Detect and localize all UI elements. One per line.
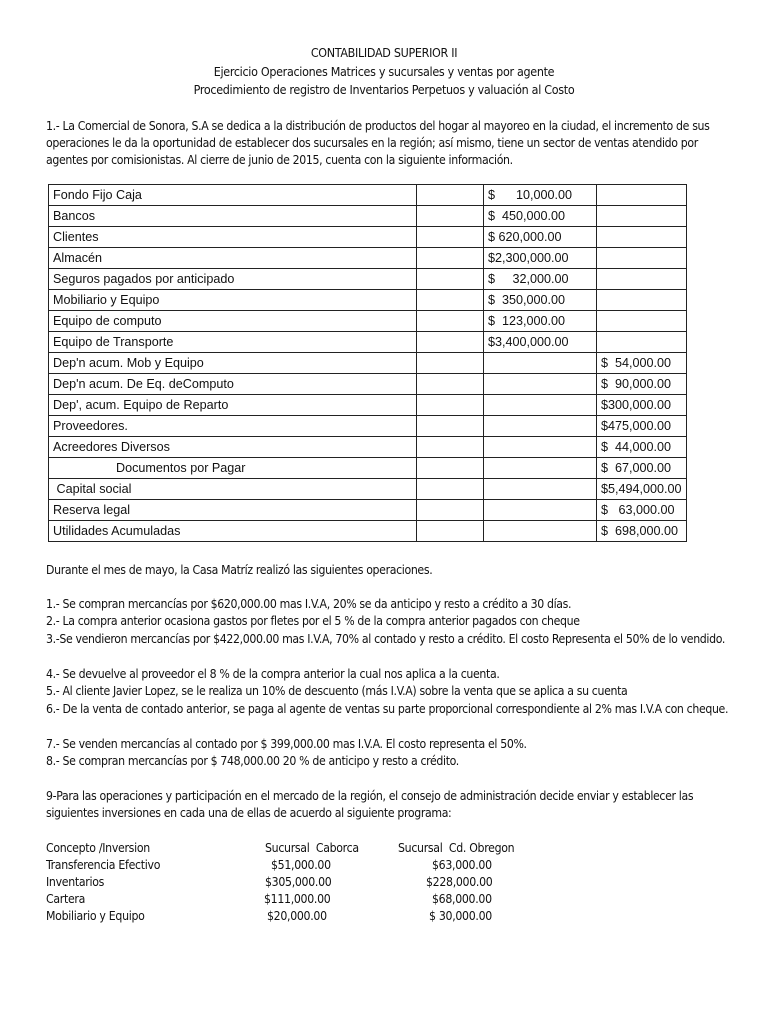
credit-value: $ 67,000.00: [597, 458, 687, 479]
table-row: [49, 521, 687, 542]
account-name: Proveedores.: [49, 416, 417, 437]
debit-value: [484, 437, 597, 458]
account-name: Fondo Fijo Caja: [49, 185, 417, 206]
caborca-value: $20,000.00: [267, 909, 327, 923]
table-row: [49, 185, 687, 206]
account-name: Bancos: [49, 206, 417, 227]
debit-value: [484, 395, 597, 416]
account-name: Equipo de computo: [49, 311, 417, 332]
table-row: [49, 206, 687, 227]
credit-value: $ 63,000.00: [597, 500, 687, 521]
operation-item: 4.- Se devuelve al proveedor el 8 % de la compra anterior la cual nos aplica a la cuenta.: [46, 667, 500, 681]
item-9-paragraph: 9-Para las operaciones y participación en el mercado de la región, el consejo de administración decide enviar y establecer las siguientes inversiones en cada una de ellas de acuerdo al siguiente programa:: [46, 789, 694, 820]
blank-cell: [417, 332, 484, 353]
operation-item: 5.- Al cliente Javier Lopez, se le realiza un 10% de descuento (más I.V.A) sobre la venta que se aplica a su cuenta: [46, 684, 628, 698]
investment-concept: Mobiliario y Equipo: [46, 909, 145, 923]
table-row: [49, 269, 687, 290]
document-subtitle-1: Ejercicio Operaciones Matrices y sucursales y ventas por agente: [213, 64, 555, 79]
debit-value: $2,300,000.00: [484, 248, 597, 269]
document-subtitle-2: Procedimiento de registro de Inventarios Perpetuos y valuación al Costo: [193, 82, 575, 97]
obregon-value: $68,000.00: [432, 892, 492, 906]
table-row: [49, 395, 687, 416]
blank-cell: [417, 479, 484, 500]
table-row: [49, 500, 687, 521]
document-title: CONTABILIDAD SUPERIOR II: [310, 45, 458, 60]
credit-value: [597, 227, 687, 248]
account-name: Capital social: [49, 479, 417, 500]
debit-value: $ 123,000.00: [484, 311, 597, 332]
credit-value: [597, 290, 687, 311]
blank-cell: [417, 395, 484, 416]
credit-value: [597, 269, 687, 290]
table-row: [49, 479, 687, 500]
credit-value: $ 698,000.00: [597, 521, 687, 542]
blank-cell: [417, 248, 484, 269]
credit-value: [597, 206, 687, 227]
obregon-value: $ 30,000.00: [429, 909, 492, 923]
credit-value: $ 44,000.00: [597, 437, 687, 458]
credit-value: $ 54,000.00: [597, 353, 687, 374]
account-name: Almacén: [49, 248, 417, 269]
table-row: [49, 332, 687, 353]
credit-value: $ 90,000.00: [597, 374, 687, 395]
operation-item: 7.- Se venden mercancías al contado por $ 399,000.00 mas I.V.A. El costo representa el 50%.: [46, 737, 527, 751]
blank-cell: [417, 269, 484, 290]
operation-item: 8.- Se compran mercancías por $ 748,000.00 20 % de anticipo y resto a crédito.: [46, 754, 459, 768]
header-concept: Concepto /Inversion: [46, 841, 150, 855]
investment-concept: Inventarios: [46, 875, 105, 889]
blank-cell: [417, 416, 484, 437]
table-row: [49, 248, 687, 269]
credit-value: [597, 332, 687, 353]
operations-intro: Durante el mes de mayo, la Casa Matríz realizó las siguientes operaciones.: [46, 563, 433, 577]
table-row: [49, 311, 687, 332]
blank-cell: [417, 437, 484, 458]
debit-value: [484, 500, 597, 521]
debit-value: [484, 416, 597, 437]
obregon-value: $63,000.00: [432, 858, 492, 872]
caborca-value: $111,000.00: [264, 892, 331, 906]
caborca-value: $51,000.00: [271, 858, 331, 872]
debit-value: $3,400,000.00: [484, 332, 597, 353]
credit-value: [597, 185, 687, 206]
table-row: [49, 416, 687, 437]
debit-value: [484, 458, 597, 479]
header-caborca: Sucursal Caborca: [265, 841, 359, 855]
credit-value: [597, 248, 687, 269]
table-row: [49, 374, 687, 395]
account-name: Reserva legal: [49, 500, 417, 521]
account-name: Seguros pagados por anticipado: [49, 269, 417, 290]
account-name: Mobiliario y Equipo: [49, 290, 417, 311]
table-row: [49, 290, 687, 311]
table-row: [49, 227, 687, 248]
debit-value: [484, 521, 597, 542]
debit-value: $ 450,000.00: [484, 206, 597, 227]
blank-cell: [417, 311, 484, 332]
caborca-value: $305,000.00: [265, 875, 332, 889]
header-obregon: Sucursal Cd. Obregon: [398, 841, 515, 855]
investment-concept: Transferencia Efectivo: [46, 858, 161, 872]
debit-value: $ 32,000.00: [484, 269, 597, 290]
blank-cell: [417, 521, 484, 542]
credit-value: $300,000.00: [597, 395, 687, 416]
operation-item: 1.- Se compran mercancías por $620,000.00 mas I.V.A, 20% se da anticipo y resto a crédito a 30 días.: [46, 597, 572, 611]
table-row: [49, 353, 687, 374]
operation-item: 3.-Se vendieron mercancías por $422,000.00 mas I.V.A, 70% al contado y resto a crédito. El costo Representa el 50% de lo vendido.: [46, 632, 725, 646]
blank-cell: [417, 500, 484, 521]
account-name: Dep'n acum. De Eq. deComputo: [49, 374, 417, 395]
credit-value: [597, 311, 687, 332]
blank-cell: [417, 185, 484, 206]
debit-value: [484, 353, 597, 374]
table-row: [49, 458, 687, 479]
debit-value: [484, 374, 597, 395]
account-name: Clientes: [49, 227, 417, 248]
debit-value: [484, 479, 597, 500]
blank-cell: [417, 353, 484, 374]
debit-value: $ 10,000.00: [484, 185, 597, 206]
account-name: Utilidades Acumuladas: [49, 521, 417, 542]
blank-cell: [417, 374, 484, 395]
account-name: Acreedores Diversos: [49, 437, 417, 458]
blank-cell: [417, 227, 484, 248]
debit-value: $ 620,000.00: [484, 227, 597, 248]
account-name: Documentos por Pagar: [49, 458, 417, 479]
blank-cell: [417, 290, 484, 311]
accounts-table: [48, 184, 687, 542]
debit-value: $ 350,000.00: [484, 290, 597, 311]
credit-value: $475,000.00: [597, 416, 687, 437]
obregon-value: $228,000.00: [426, 875, 493, 889]
credit-value: $5,494,000.00: [597, 479, 687, 500]
blank-cell: [417, 458, 484, 479]
intro-paragraph: 1.- La Comercial de Sonora, S.A se dedica a la distribución de productos del hogar al mayoreo en la ciudad, el incremento de sus operaciones le da la oportunidad de establecer dos sucursales en la región; así mismo, tiene un sector de ventas atendido por agentes por comisionistas. Al cierre de junio de 2015, cuenta con la siguiente información.: [46, 119, 710, 167]
account-name: Equipo de Transporte: [49, 332, 417, 353]
account-name: Dep', acum. Equipo de Reparto: [49, 395, 417, 416]
investment-concept: Cartera: [46, 892, 86, 906]
blank-cell: [417, 206, 484, 227]
table-row: [49, 437, 687, 458]
operation-item: 2.- La compra anterior ocasiona gastos por fletes por el 5 % de la compra anterior pagados con cheque: [46, 614, 580, 628]
operation-item: 6.- De la venta de contado anterior, se paga al agente de ventas su parte proporcional correspondiente al 2% mas I.V.A con cheque.: [46, 702, 729, 716]
account-name: Dep'n acum. Mob y Equipo: [49, 353, 417, 374]
